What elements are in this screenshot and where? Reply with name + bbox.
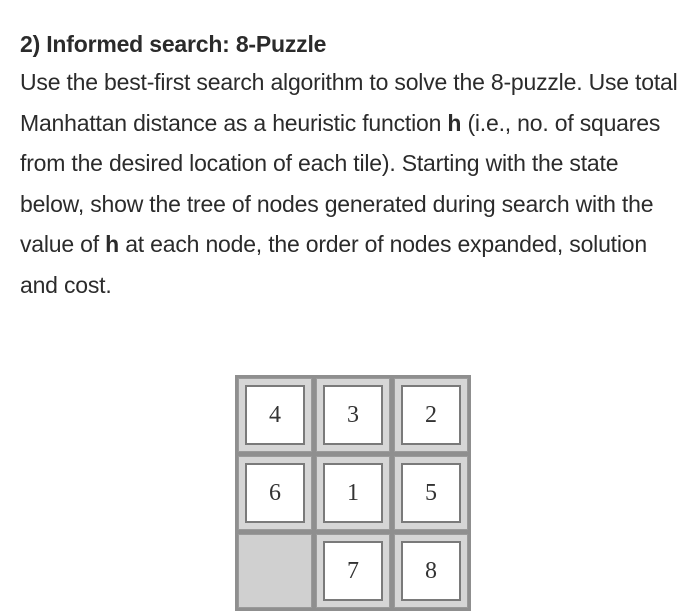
puzzle-tile: 8 [401,541,461,601]
puzzle-board [235,375,471,611]
question-text-part-2: (i.e., no. of squares from the desired location of each tile). Starting with the state below, show the tree of nodes generated during search with the value of [20,109,661,257]
puzzle-cell-5 [316,456,390,530]
puzzle-tile: 6 [245,463,305,523]
question-text-part-3: at each node, the order of nodes expanded, solution and cost. [20,231,647,298]
question-content [20,26,686,305]
puzzle-tile: 7 [323,541,383,601]
puzzle-blank-cell [238,534,312,608]
puzzle-cell-4 [238,456,312,530]
puzzle-cell-9 [394,534,468,608]
heuristic-symbol-h-2: h [105,231,120,257]
question-text-part-1: Use the best-first search algorithm to solve the 8-puzzle. Use total Manhattan distance as a heuristic function [20,69,678,136]
question-heading: 2) Informed search: 8-Puzzle [20,31,327,57]
puzzle-tile: 5 [401,463,461,523]
puzzle-cell-1 [238,378,312,452]
puzzle-cell-8 [316,534,390,608]
heuristic-symbol-h: h [447,109,462,136]
puzzle-tile: 4 [245,385,305,445]
puzzle-tile: 3 [323,385,383,445]
question-text [20,62,686,305]
puzzle-cell-2 [316,378,390,452]
puzzle-tile: 2 [401,385,461,445]
puzzle-cell-6 [394,456,468,530]
puzzle-tile: 1 [323,463,383,523]
puzzle-cell-3 [394,378,468,452]
